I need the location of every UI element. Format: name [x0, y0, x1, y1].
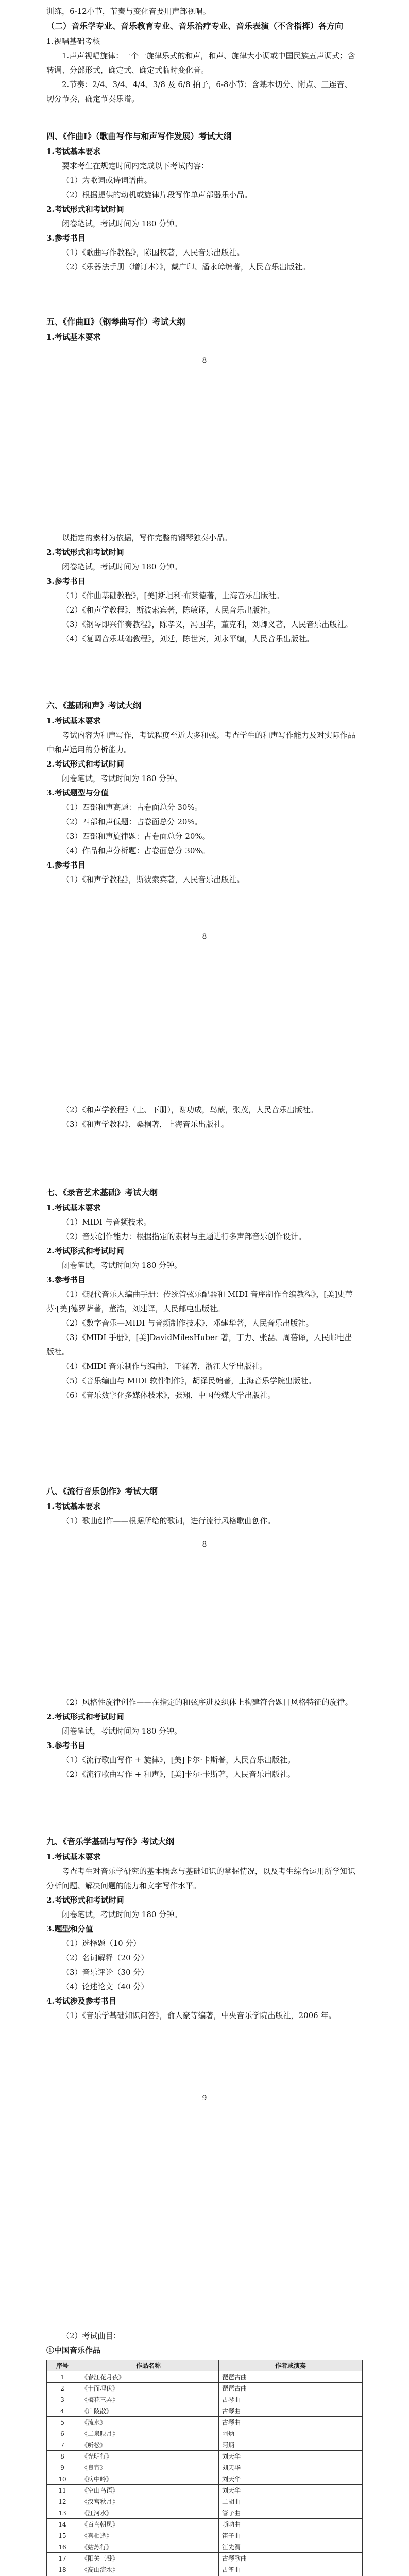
section-heading: 七、《录音艺术基础》考试大纲	[46, 1188, 158, 1197]
table-body	[47, 2371, 363, 2576]
cell-title: 《二泉映月》	[78, 2428, 219, 2439]
sub-heading: 4.考试涉及参考书目	[46, 1996, 116, 2006]
sub-heading: 1.考试基本要求	[46, 1203, 101, 1212]
sub-heading: 1.考试基本要求	[46, 147, 101, 156]
cell-author: 琵琶古曲	[219, 2371, 363, 2383]
cell-title: 《十面埋伏》	[78, 2383, 219, 2394]
cell-author: 唢呐曲	[219, 2519, 363, 2530]
cell-author: 古筝曲	[219, 2564, 363, 2575]
list-item: （1）为歌词或诗词谱曲。	[62, 176, 152, 185]
list-item: （4）《复调音乐基础教程》，刘廷，陈世宾，刘永平编，人民音乐出版社。	[62, 634, 314, 643]
table-row	[47, 2507, 363, 2519]
cell-title: 《春江花月夜》	[78, 2371, 219, 2383]
section-6-cont	[46, 1103, 355, 1131]
list-item: （1）歌曲创作——根据所给的歌词，进行流行风格歌曲创作。	[62, 1516, 276, 1526]
cell-author: 古琴曲	[219, 2417, 363, 2428]
table-row	[47, 2496, 363, 2507]
paragraph: 闭卷笔试，考试时间为 180 分钟。	[62, 1261, 182, 1270]
cell-author: 古琴曲	[219, 2405, 363, 2417]
paragraph: （2）风格性旋律创作——在指定的和弦序进及织体上构建符合题目风格特征的旋律。	[62, 1698, 353, 1707]
cell-title: 《病中吟》	[78, 2473, 219, 2485]
cell-title: 《广陵散》	[78, 2405, 219, 2417]
list-item: （2）《和声学教程》（上、下册），谢功成，鸟蒙，张茂，人民音乐出版社。	[62, 1105, 318, 1114]
table-row	[47, 2394, 363, 2405]
list-item: （3）《钢琴即兴伴奏教程》，陈孝义，冯国华，董克利，刘卿义著，人民音乐出版社。	[62, 620, 353, 629]
table-row	[47, 2473, 363, 2485]
list-item: （1）《音乐学基础知识问答》，俞人豪等编著，中央音乐学院出版社，2006 年。	[62, 2011, 336, 2020]
sub-heading: 2.考试形式和考试时间	[46, 205, 124, 214]
sub-heading: 1.考试基本要求	[46, 332, 101, 342]
sub-heading: 1.考试基本要求	[46, 1502, 101, 1511]
sub-heading: 3.参考书目	[46, 1275, 86, 1284]
table-row	[47, 2417, 363, 2428]
sub-heading: 2.考试形式和考试时间	[46, 759, 124, 769]
cell-title: 《空山鸟语》	[78, 2485, 219, 2496]
list-item: （2）音乐创作能力：根据指定的素材与主题进行多声部音乐创作设计。	[62, 1232, 306, 1241]
cell-index: 10	[47, 2473, 78, 2485]
list-item: （3）《MIDI 手册》，[美]DavidMilesHuber 著，丁力、张磊、周蓓译，人民邮电出版社。	[46, 1333, 352, 1357]
table-row	[47, 2371, 363, 2383]
cell-author: 刘天华	[219, 2462, 363, 2473]
cell-author: 笛子曲	[219, 2530, 363, 2541]
section-8-cont	[46, 1695, 355, 1782]
cell-title: 《流水》	[78, 2417, 219, 2428]
table-row	[47, 2564, 363, 2575]
section-heading: 九、《音乐学基础与写作》考试大纲	[46, 1837, 175, 1846]
section-7	[46, 1185, 355, 1402]
paragraph: 闭卷笔试，考试时间为 180 分钟。	[62, 219, 182, 228]
list-item: （2）考试曲目：	[62, 2331, 121, 2341]
list-item: （1）《流行歌曲写作 + 旋律》，[美]卡尔·卡斯著，人民音乐出版社。	[62, 1755, 296, 1765]
sub-heading: 3.参考书目	[46, 233, 86, 243]
table-row	[47, 2405, 363, 2417]
sub-heading: 2.考试形式和考试时间	[46, 1246, 124, 1256]
list-item: （6）《音乐数字化多媒体技术》，张翔，中国传媒大学出版社。	[62, 1391, 276, 1400]
section-5	[46, 314, 355, 344]
sub-heading: 3.参考书目	[46, 1741, 86, 1750]
section-5-cont	[46, 531, 355, 646]
paragraph: 闭卷笔试，考试时间为 180 分钟。	[62, 1726, 182, 1736]
sub-heading: 3.题型和分值	[46, 1924, 93, 1934]
sub-heading: 4.参考书目	[46, 860, 86, 870]
list-item: （2）根据提供的动机或旋律片段写作单声部器乐小品。	[62, 190, 252, 199]
cell-index: 4	[47, 2405, 78, 2417]
cell-author: 古琴歌曲	[219, 2553, 363, 2564]
cell-author: 刘天华	[219, 2473, 363, 2485]
cell-index: 3	[47, 2394, 78, 2405]
table-row	[47, 2553, 363, 2564]
cell-title: 《听松》	[78, 2439, 219, 2451]
table-row	[47, 2530, 363, 2541]
cell-title: 《汉宫秋月》	[78, 2496, 219, 2507]
list-item: （1）四部和声高题：占卷面总分 30%。	[62, 803, 202, 812]
cell-index: 18	[47, 2564, 78, 2575]
table-row	[47, 2439, 363, 2451]
paragraph: 2.节奏：2/4、3/4、4/4、3/8 及 6/8 拍子，6-8小节；含基本切分、附点、三连音、切分节奏，确定节奏乐谱。	[46, 80, 352, 104]
page-number: 9	[202, 2094, 207, 2103]
cell-author: 刘天华	[219, 2485, 363, 2496]
list-item: （3）四部和声旋律题：占卷面总分 20%。	[62, 832, 210, 841]
paragraph: 1.声声视唱旋律：一个一旋律乐式的和声，和声、旋律大小调或中国民族五声调式；含转调、分部形式，确定式、确定式临时变化音。	[46, 51, 355, 75]
cell-author: 江先渭	[219, 2541, 363, 2553]
cell-index: 11	[47, 2485, 78, 2496]
tail-line: 训练，6-12小节，节奏与变化音要用声部视唱。	[46, 7, 211, 16]
subsection-heading: （二）音乐学专业、音乐教育专业、音乐治疗专业、音乐表演（不含指挥）各方向	[46, 21, 344, 31]
page-number: 8	[202, 933, 207, 941]
table-caption: ①中国音乐作品	[46, 2346, 101, 2355]
section-heading: 六、《基础和声》考试大纲	[46, 701, 142, 710]
sub-heading: 3.参考书目	[46, 577, 86, 586]
sub-heading: 3.考试题型与分值	[46, 788, 109, 798]
paragraph: 闭卷笔试，考试时间为 180 分钟。	[62, 1910, 182, 1919]
list-item: （5）《音乐编曲与 MIDI 软件制作》，胡泽民编著，上海音乐学院出版社。	[62, 1376, 316, 1385]
list-item: （1）MIDI 与音频技术。	[62, 1217, 151, 1227]
list-item: （1）《作曲基础教程》，[美]斯坦利·布莱德著，上海音乐出版社。	[62, 591, 284, 600]
cell-index: 7	[47, 2439, 78, 2451]
cell-title: 《良宵》	[78, 2462, 219, 2473]
section-8	[46, 1484, 355, 1528]
section-6	[46, 698, 355, 887]
paragraph: 考试内容为和声写作，考试程度至近大多和弦。考查学生的和声写作能力及对实际作品中和声运用的分析能力。	[46, 731, 356, 754]
list-item: （1）《歌曲写作教程》，陈国权著，人民音乐出版社。	[62, 248, 245, 257]
cell-index: 15	[47, 2530, 78, 2541]
section-4	[46, 129, 355, 274]
cell-index: 8	[47, 2451, 78, 2462]
list-item: （3）音乐评论（30 分）	[62, 1968, 149, 1977]
cell-index: 13	[47, 2507, 78, 2519]
page-number: 8	[202, 1540, 207, 1549]
list-item: （2）《流行歌曲写作 + 和声》，[美]卡尔·卡斯著，人民音乐出版社。	[62, 1770, 296, 1779]
table-row	[47, 2383, 363, 2394]
list-item: （1）选择题（10 分）	[62, 1939, 141, 1948]
cell-title: 《梅花三弄》	[78, 2394, 219, 2405]
section-heading: 八、《流行音乐创作》考试大纲	[46, 1486, 158, 1496]
section-heading: 五、《作曲Ⅱ》（钢琴曲写作）考试大纲	[46, 317, 185, 327]
list-item: （4）论述论文（40 分）	[62, 1982, 149, 1991]
cell-title: 《姑苏行》	[78, 2541, 219, 2553]
paragraph: 闭卷笔试，考试时间为 180 分钟。	[62, 562, 182, 571]
table-header-row	[47, 2360, 363, 2371]
list-item: （3）《和声学教程》，桑桐著，上海音乐出版社。	[62, 1120, 229, 1129]
cell-title: 《喜相逢》	[78, 2530, 219, 2541]
paragraph: 要求考生在规定时间内完成以下考试内容：	[62, 161, 209, 171]
cell-author: 刘天华	[219, 2451, 363, 2462]
cell-index: 12	[47, 2496, 78, 2507]
section-9-cont	[46, 2329, 355, 2358]
sub-heading: 2.考试形式和考试时间	[46, 548, 124, 557]
cell-index: 17	[47, 2553, 78, 2564]
paragraph: 考查考生对音乐学研究的基本概念与基础知识的掌握情况，以及考生综合运用所学知识分析问题、解决问题的能力和文字写作水平。	[46, 1867, 356, 1890]
table-row	[47, 2519, 363, 2530]
table-row	[47, 2485, 363, 2496]
table-row	[47, 2451, 363, 2462]
list-item: （2）《乐器法手册（增订本）》，戴广印、潘永璋编著，人民音乐出版社。	[62, 262, 311, 272]
list-item: （1）《现代音乐人编曲手册：传统管弦乐配器和 MIDI 音序制作合编教程》，[美]史蒂芬·[美]德罗萨著，董浩，刘建译，人民邮电出版社。	[46, 1290, 353, 1313]
sub-heading: 2.考试形式和考试时间	[46, 1895, 124, 1905]
sub-heading: 1.考试基本要求	[46, 716, 101, 725]
list-item: （4）《MIDI 音乐制作与编曲》，王涌著，浙江大学出版社。	[62, 1362, 267, 1371]
cell-author: 二胡曲	[219, 2496, 363, 2507]
table-row	[47, 2462, 363, 2473]
list-item: （2）《和声学教程》，斯波索宾著，陈敏译，人民音乐出版社。	[62, 605, 276, 615]
table-row	[47, 2541, 363, 2553]
section-9	[46, 1834, 355, 2023]
col-header-title: 作品名称	[78, 2360, 219, 2371]
paragraph: 闭卷笔试，考试时间为 180 分钟。	[62, 774, 182, 783]
cell-index: 2	[47, 2383, 78, 2394]
page-number: 8	[202, 357, 207, 365]
section-heading: 四、《作曲Ⅰ》（歌曲写作与和声写作发展）考试大纲	[46, 131, 232, 141]
subsection-subheading: 1.视唱基础考核	[46, 37, 100, 46]
cell-title: 《阳关三叠》	[78, 2553, 219, 2564]
cell-title: 《光明行》	[78, 2451, 219, 2462]
cell-author: 管子曲	[219, 2507, 363, 2519]
list-item: （2）《数字音乐—MIDI 与音频制作技术》，邓建华著，人民音乐出版社。	[62, 1318, 314, 1328]
cell-title: 《百鸟朝凤》	[78, 2519, 219, 2530]
section-tail	[46, 4, 355, 106]
paragraph: 以指定的素材为依据，写作完整的钢琴独奏小品。	[62, 533, 232, 543]
cell-index: 1	[47, 2371, 78, 2383]
list-item: （4）作品和声分析题：占卷面总分 30%。	[62, 846, 210, 855]
list-item: （2）四部和声低题：占卷面总分 20%。	[62, 817, 202, 826]
cell-index: 6	[47, 2428, 78, 2439]
cell-title: 《高山流水》	[78, 2564, 219, 2575]
list-item: （2）名词解释（20 分）	[62, 1953, 149, 1962]
col-header-author: 作者或演奏	[219, 2360, 363, 2371]
works-table	[46, 2360, 363, 2576]
cell-author: 古琴曲	[219, 2394, 363, 2405]
cell-author: 阿炳	[219, 2428, 363, 2439]
table-row	[47, 2428, 363, 2439]
list-item: （1）《和声学教程》，斯波索宾著，人民音乐出版社。	[62, 875, 245, 884]
cell-index: 14	[47, 2519, 78, 2530]
sub-heading: 1.考试基本要求	[46, 1852, 101, 1861]
cell-index: 5	[47, 2417, 78, 2428]
cell-author: 琵琶古曲	[219, 2383, 363, 2394]
col-header-index: 序号	[47, 2360, 78, 2371]
cell-index: 16	[47, 2541, 78, 2553]
cell-author: 阿炳	[219, 2439, 363, 2451]
cell-title: 《江河水》	[78, 2507, 219, 2519]
sub-heading: 2.考试形式和考试时间	[46, 1712, 124, 1721]
cell-index: 9	[47, 2462, 78, 2473]
